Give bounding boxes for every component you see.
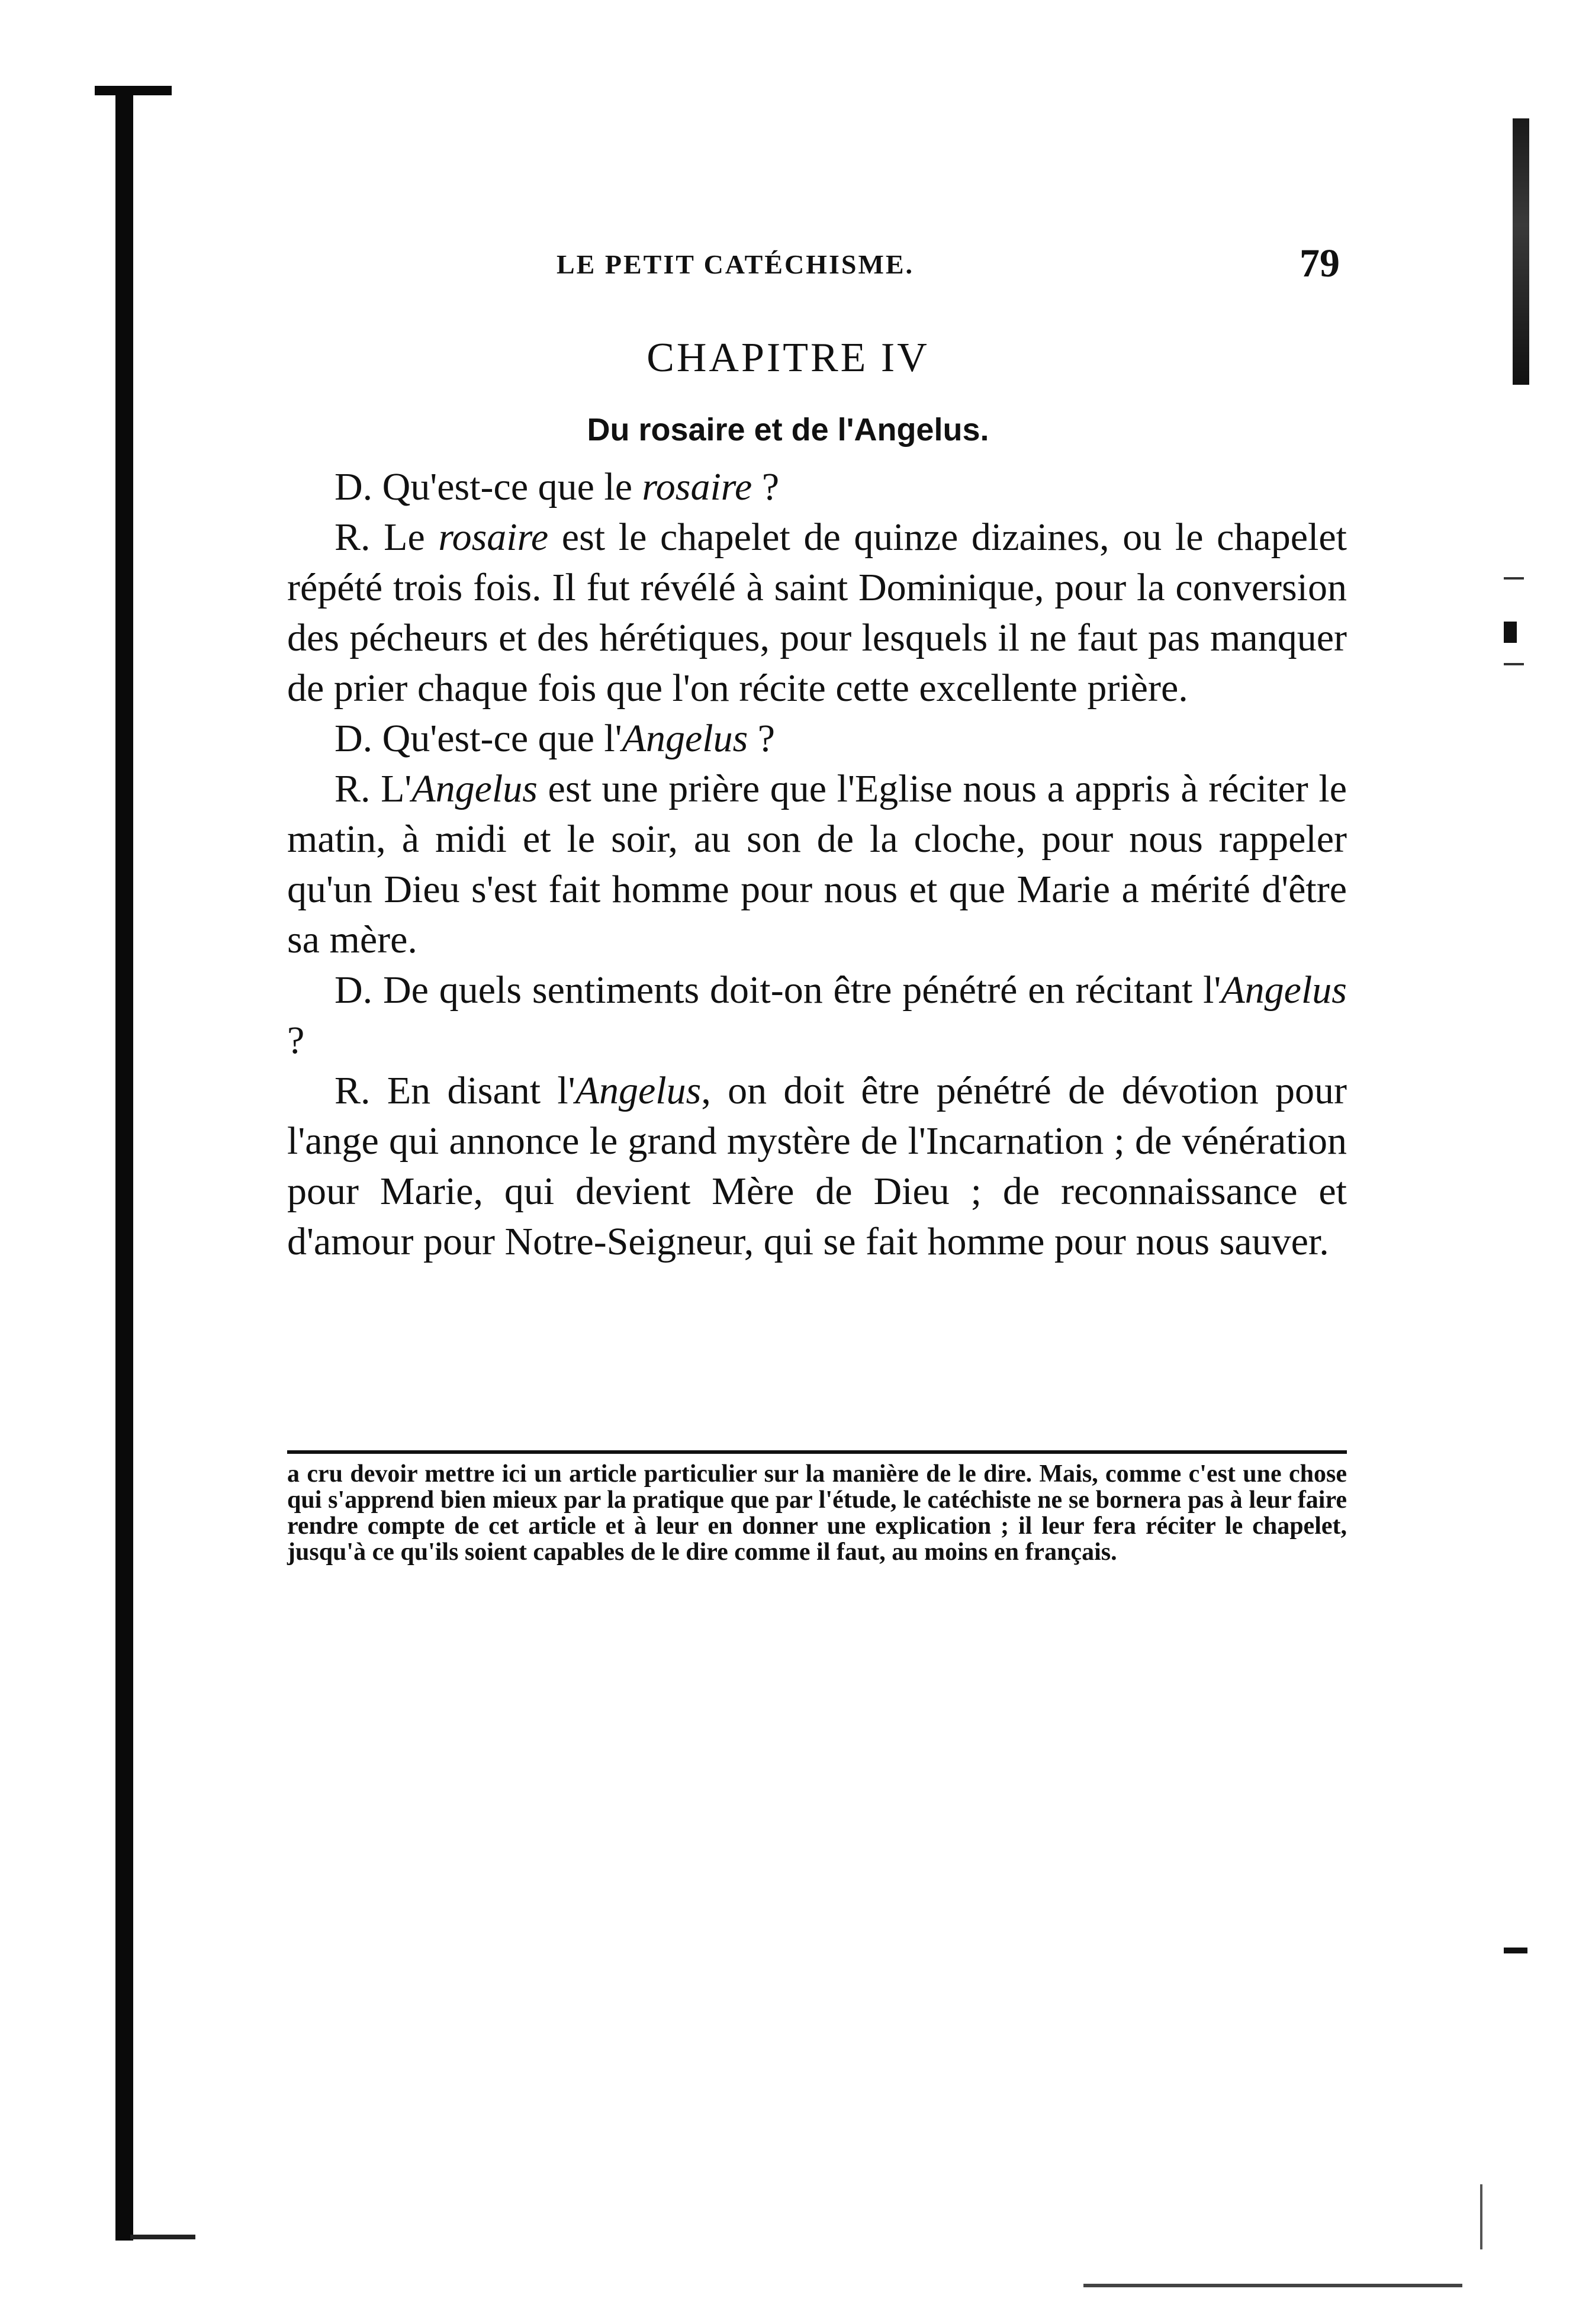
paragraph-text: Qu'est-ce que le: [382, 465, 642, 508]
paragraph-text: En disant l': [387, 1069, 575, 1112]
paragraph-emphasis: Angelus: [411, 767, 538, 810]
paragraph-text: ?: [748, 717, 776, 760]
paragraph-emphasis: Angelus: [575, 1069, 702, 1112]
chapter-subtitle: Du rosaire et de l'Angelus.: [587, 412, 989, 448]
body-text: [287, 462, 1347, 1267]
paragraph-emphasis: Angelus: [1221, 968, 1347, 1012]
paragraph-question: [287, 462, 1347, 512]
paragraph-text: , on doit être pénétré de dévotion pour l'ange qui annonce le grand mystère de l'Incarnation ; de vénération pour Marie, qui devient Mère de Dieu ; de reconnaissance et d'amour pour Notre-Seigneur, qui se fait homme pour nous sauver.: [287, 1069, 1347, 1263]
paragraph-text: est une prière que l'Eglise nous a appris à réciter le matin, à midi et le soir, au son de la cloche, pour nous rappeler qu'un Dieu s'est fait homme pour nous et que Marie a mérité d'être sa mère.: [287, 767, 1347, 961]
paragraph-lead: D.: [335, 465, 382, 508]
paragraph-text: L': [381, 767, 412, 810]
paragraph-answer: [287, 1066, 1347, 1267]
paragraph-lead: R.: [335, 767, 381, 810]
paragraph-emphasis: Angelus: [622, 717, 748, 760]
paragraph-answer: [287, 512, 1347, 713]
paragraph-lead: D.: [335, 968, 383, 1012]
paragraph-text: ?: [287, 1019, 305, 1062]
paragraph-emphasis: rosaire: [438, 516, 549, 559]
paragraph-emphasis: rosaire: [642, 465, 752, 508]
page-number: 79: [1300, 240, 1340, 285]
footnote-rule: [287, 1450, 1347, 1454]
paragraph-text: Qu'est-ce que l': [382, 717, 622, 760]
paragraph-question: [287, 713, 1347, 764]
running-head: LE PETIT CATÉCHISME.: [557, 249, 915, 279]
paragraph-lead: D.: [335, 717, 382, 760]
paragraph-text: ?: [752, 465, 780, 508]
paragraph-text: De quels sentiments doit-on être pénétré en récitant l': [383, 968, 1221, 1012]
paragraph-answer: [287, 764, 1347, 965]
paragraph-lead: R.: [335, 516, 384, 559]
paragraph-lead: R.: [335, 1069, 387, 1112]
footnote: a cru devoir mettre ici un article particulier sur la manière de le dire. Mais, comme c'est une chose qui s'apprend bien mieux par la pratique que par l'étude, le catéchiste ne se bornera pas à leur faire rendre compte de cet article et à leur en donner une explication ; il leur fera réciter le chapelet, jusqu'à ce qu'ils soient capables de le dire comme il faut, au moins en français.: [287, 1460, 1347, 1566]
paragraph-text: est le chapelet de quinze dizaines, ou le chapelet répété trois fois. Il fut révélé à saint Dominique, pour la conversion des pécheurs et des hérétiques, pour lesquels il ne faut pas manquer de prier chaque fois que l'on récite cette excellente prière.: [287, 516, 1347, 710]
paragraph-question: [287, 965, 1347, 1066]
paragraph-text: Le: [384, 516, 439, 559]
chapter-title: CHAPITRE IV: [647, 335, 929, 381]
